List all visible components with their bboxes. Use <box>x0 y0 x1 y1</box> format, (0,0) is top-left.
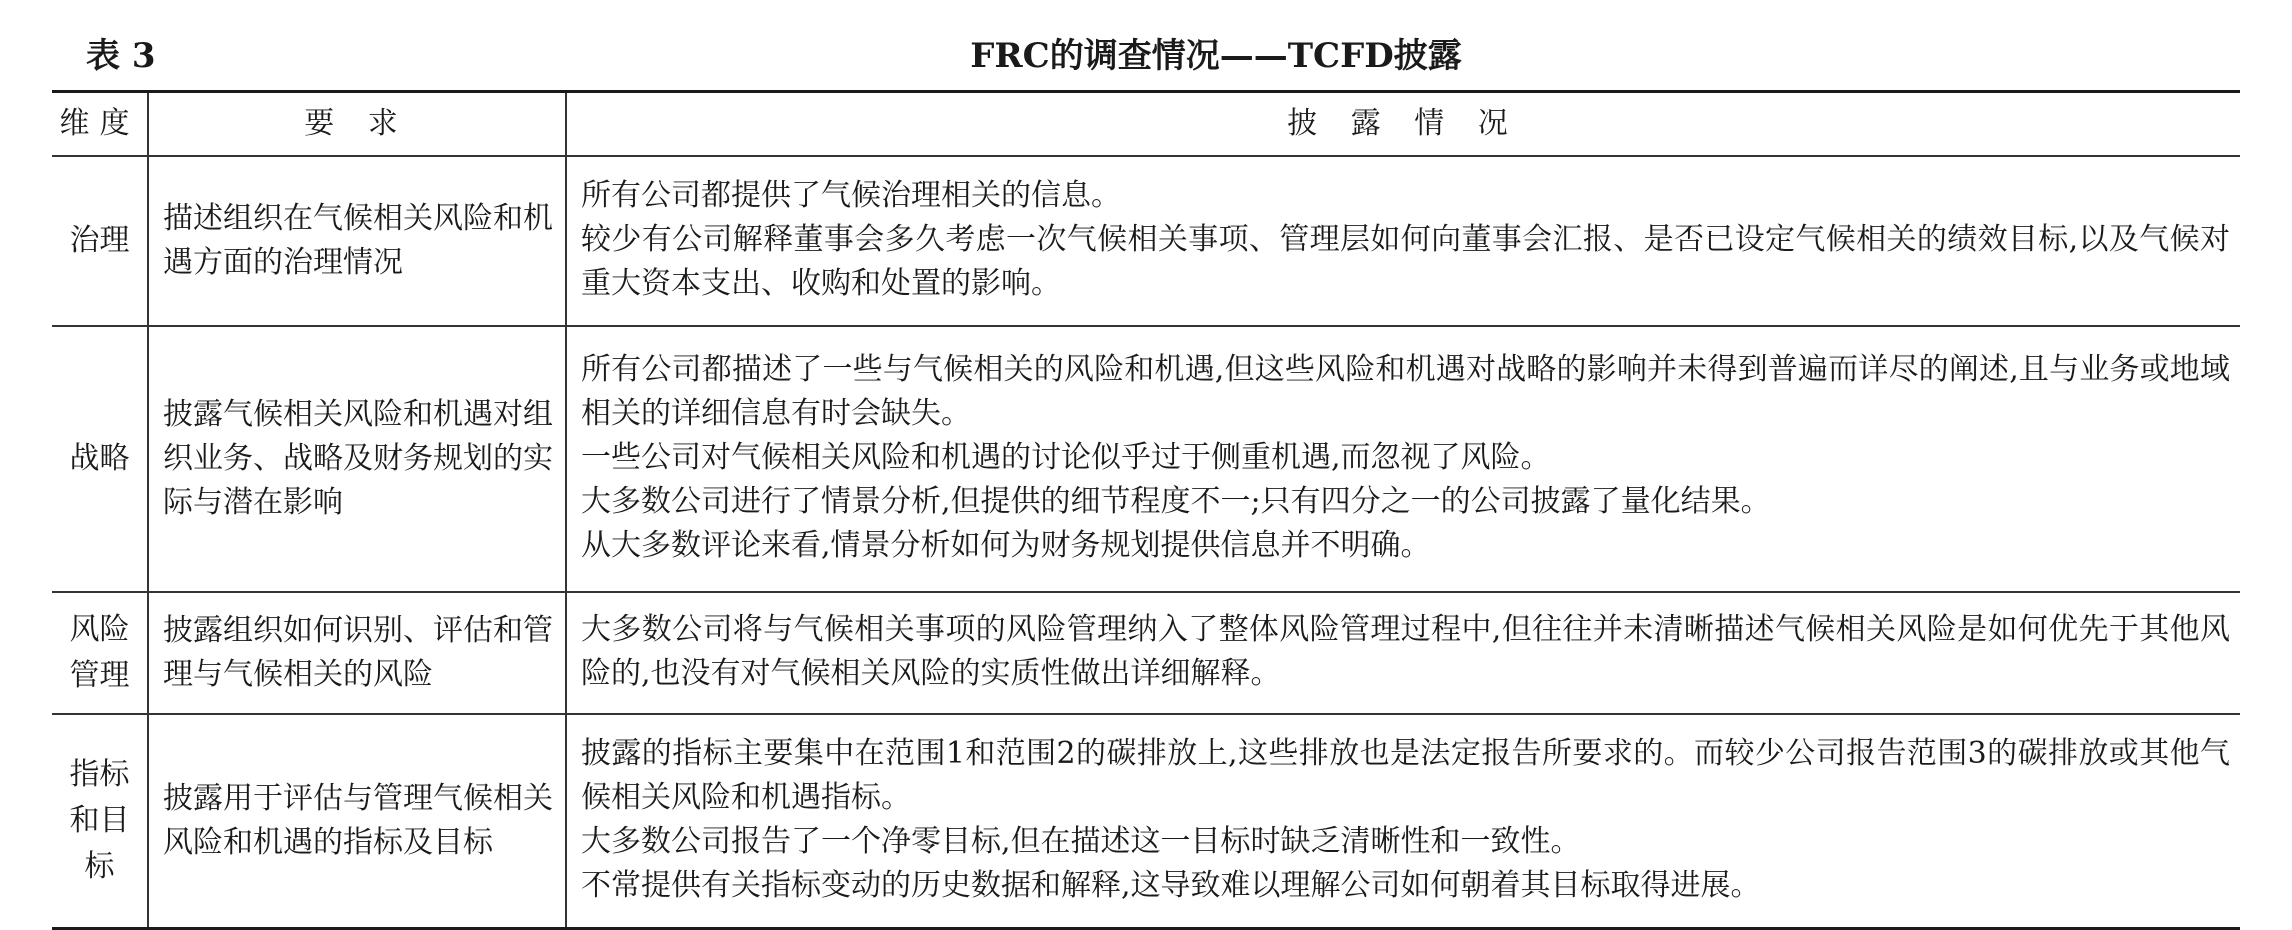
table-header-row <box>52 92 2240 157</box>
tcfd-disclosure-table <box>52 90 2240 930</box>
disclosure-cell <box>566 714 2240 929</box>
header-requirement: 要 求 <box>148 92 566 157</box>
disclosure-line: 较少有公司解释董事会多久考虑一次气候相关事项、管理层如何向董事会汇报、是否已设定气候相关的绩效目标,以及气候对重大资本支出、收购和处置的影响。 <box>581 222 2230 301</box>
table-label: 表 3 <box>86 36 156 76</box>
disclosure-line: 所有公司都提供了气候治理相关的信息。 <box>581 178 1121 213</box>
requirement-cell: 描述组织在气候相关风险和机遇方面的治理情况 <box>148 156 566 326</box>
disclosure-line: 所有公司都描述了一些与气候相关的风险和机遇,但这些风险和机遇对战略的影响并未得到普遍而详尽的阐述,且与业务或地域相关的详细信息有时会缺失。 <box>581 352 2230 431</box>
disclosure-cell <box>566 592 2240 714</box>
disclosure-line: 披露的指标主要集中在范围1和范围2的碳排放上,这些排放也是法定报告所要求的。而较少公司报告范围3的碳排放或其他气候相关风险和机遇指标。 <box>581 736 2230 815</box>
header-disclosure: 披 露 情 况 <box>566 92 2240 157</box>
requirement-cell: 披露用于评估与管理气候相关风险和机遇的指标及目标 <box>148 714 566 929</box>
disclosure-line: 大多数公司报告了一个净零目标,但在描述这一目标时缺乏清晰性和一致性。 <box>581 824 1581 859</box>
disclosure-line: 不常提供有关指标变动的历史数据和解释,这导致难以理解公司如何朝着其目标取得进展。 <box>581 868 1761 903</box>
dimension-cell: 治理 <box>52 156 148 326</box>
table-row-metrics-targets <box>52 714 2240 929</box>
requirement-cell: 披露气候相关风险和机遇对组织业务、战略及财务规划的实际与潜在影响 <box>148 326 566 592</box>
disclosure-line: 一些公司对气候相关风险和机遇的讨论似乎过于侧重机遇,而忽视了风险。 <box>581 440 1551 475</box>
disclosure-line: 大多数公司将与气候相关事项的风险管理纳入了整体风险管理过程中,但往往并未清晰描述气候相关风险是如何优先于其他风险的,也没有对气候相关风险的实质性做出详细解释。 <box>581 612 2230 691</box>
disclosure-line: 大多数公司进行了情景分析,但提供的细节程度不一;只有四分之一的公司披露了量化结果。 <box>581 484 1771 519</box>
table-row-strategy <box>52 326 2240 592</box>
table-row-governance <box>52 156 2240 326</box>
dimension-cell: 指标和目标 <box>52 714 148 929</box>
dimension-cell: 战略 <box>52 326 148 592</box>
requirement-cell: 披露组织如何识别、评估和管理与气候相关的风险 <box>148 592 566 714</box>
disclosure-cell <box>566 156 2240 326</box>
table-title: FRC的调查情况——TCFD披露 <box>970 36 1462 76</box>
dimension-cell: 风险管理 <box>52 592 148 714</box>
disclosure-cell <box>566 326 2240 592</box>
disclosure-line: 从大多数评论来看,情景分析如何为财务规划提供信息并不明确。 <box>581 528 1431 563</box>
header-dimension: 维度 <box>52 92 148 157</box>
table-row-risk-management <box>52 592 2240 714</box>
